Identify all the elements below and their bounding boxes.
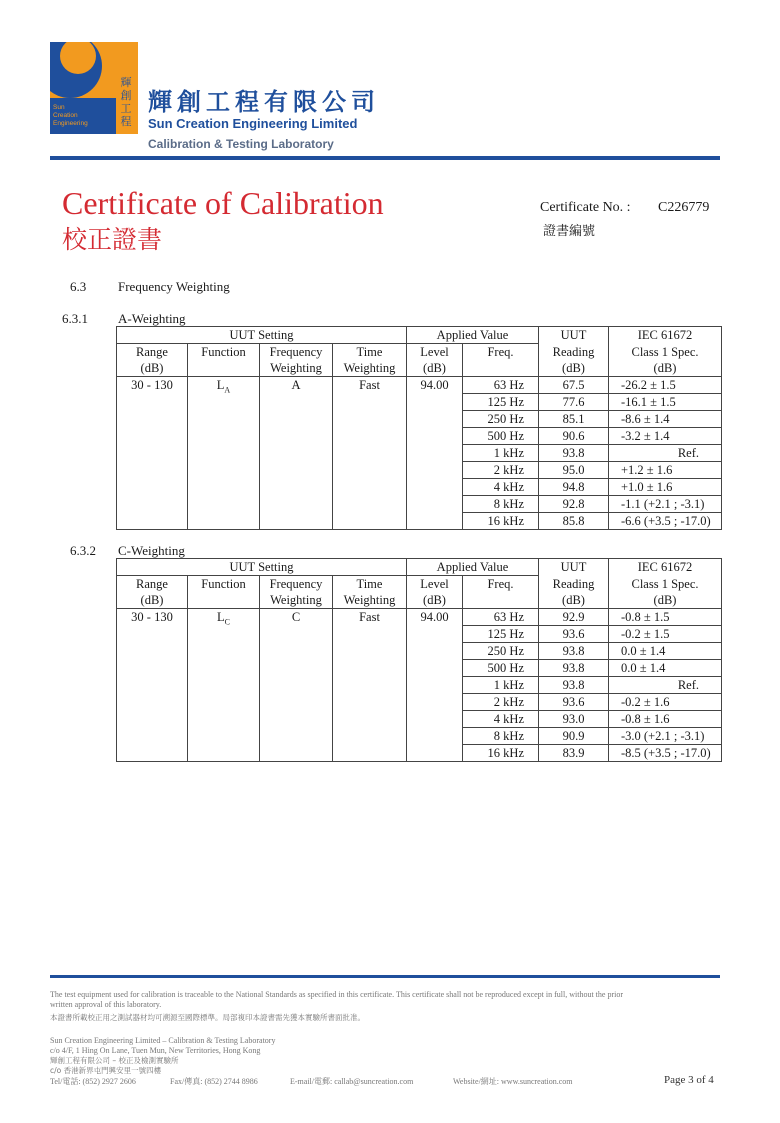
- reading-cell: 90.9: [539, 728, 609, 745]
- header-time-weighting: Time Weighting: [333, 344, 407, 377]
- time-weighting-cell: Fast: [333, 377, 407, 530]
- logo-chinese-mark: 輝 創 工 程: [120, 76, 132, 128]
- header-applied-value: Applied Value: [407, 559, 539, 576]
- header-time-weighting: Time Weighting: [333, 576, 407, 609]
- spec-cell: 0.0 ± 1.4: [609, 660, 722, 677]
- freq-cell: 63 Hz: [463, 377, 539, 394]
- subsection-title: C-Weighting: [118, 543, 185, 558]
- function-cell: $L_C$: [188, 609, 260, 762]
- lab-name: Calibration & Testing Laboratory: [148, 137, 334, 151]
- freq-cell: 1 kHz: [463, 677, 539, 694]
- header-reading: Reading (dB): [539, 576, 609, 609]
- reading-cell: 94.8: [539, 479, 609, 496]
- function-cell: $L_A$: [188, 377, 260, 530]
- header-function: Function: [188, 576, 260, 609]
- spec-cell: +1.2 ± 1.6: [609, 462, 722, 479]
- header-range: Range (dB): [117, 576, 188, 609]
- frequency-weighting-cell: A: [260, 377, 333, 530]
- header-class-spec: Class 1 Spec. (dB): [609, 576, 722, 609]
- certificate-number-label: Certificate No. :: [540, 200, 631, 215]
- table-row: [117, 377, 722, 394]
- certificate-number-label-chinese: 證書編號: [543, 224, 596, 239]
- certificate-title: Certificate of Calibration: [62, 185, 384, 221]
- logo-wordmark: Sun Creation Engineering: [53, 104, 88, 127]
- reading-cell: 90.6: [539, 428, 609, 445]
- reading-cell: 93.8: [539, 677, 609, 694]
- freq-cell: 250 Hz: [463, 643, 539, 660]
- header-class-spec: Class 1 Spec. (dB): [609, 344, 722, 377]
- certificate-title-chinese: 校正證書: [62, 225, 163, 254]
- header-iec: IEC 61672: [609, 327, 722, 344]
- spec-cell: 0.0 ± 1.4: [609, 643, 722, 660]
- c-weighting-table: [116, 558, 722, 762]
- spec-cell: -1.1 (+2.1 ; -3.1): [609, 496, 722, 513]
- header-freq: Freq.: [463, 344, 539, 377]
- reading-cell: 92.8: [539, 496, 609, 513]
- certificate-number: C226779: [658, 200, 710, 215]
- company-name-chinese: 輝創工程有限公司: [148, 88, 380, 116]
- spec-cell: -0.8 ± 1.5: [609, 609, 722, 626]
- freq-cell: 4 kHz: [463, 479, 539, 496]
- reading-cell: 93.8: [539, 445, 609, 462]
- reading-cell: 83.9: [539, 745, 609, 762]
- reading-cell: 93.8: [539, 660, 609, 677]
- header-freq: Freq.: [463, 576, 539, 609]
- spec-cell: Ref.: [609, 677, 722, 694]
- tel: Tel/電話: (852) 2927 2606: [50, 1077, 136, 1086]
- email: E-mail/電郵: callab@suncreation.com: [290, 1077, 414, 1086]
- freq-cell: 8 kHz: [463, 496, 539, 513]
- header-iec: IEC 61672: [609, 559, 722, 576]
- header-range: Range (dB): [117, 344, 188, 377]
- freq-cell: 250 Hz: [463, 411, 539, 428]
- time-weighting-cell: Fast: [333, 609, 407, 762]
- spec-cell: -3.0 (+2.1 ; -3.1): [609, 728, 722, 745]
- table-row: [117, 609, 722, 626]
- subsection-number: 6.3.1: [62, 311, 88, 326]
- spec-cell: -26.2 ± 1.5: [609, 377, 722, 394]
- frequency-weighting-cell: C: [260, 609, 333, 762]
- header-level: Level (dB): [407, 344, 463, 377]
- fax: Fax/傳真: (852) 2744 8986: [170, 1077, 258, 1086]
- section-number: 6.3: [70, 279, 87, 294]
- freq-cell: 125 Hz: [463, 394, 539, 411]
- header-function: Function: [188, 344, 260, 377]
- spec-cell: -16.1 ± 1.5: [609, 394, 722, 411]
- spec-cell: -0.2 ± 1.5: [609, 626, 722, 643]
- reading-cell: 85.1: [539, 411, 609, 428]
- freq-cell: 2 kHz: [463, 694, 539, 711]
- company-name-english: Sun Creation Engineering Limited: [148, 116, 358, 131]
- header-uut: UUT: [539, 559, 609, 576]
- header-reading: Reading (dB): [539, 344, 609, 377]
- reading-cell: 92.9: [539, 609, 609, 626]
- reading-cell: 93.6: [539, 626, 609, 643]
- spec-cell: -8.6 ± 1.4: [609, 411, 722, 428]
- range-cell: 30 - 130: [117, 609, 188, 762]
- freq-cell: 125 Hz: [463, 626, 539, 643]
- header-uut: UUT: [539, 327, 609, 344]
- freq-cell: 63 Hz: [463, 609, 539, 626]
- footer-divider: [50, 975, 720, 978]
- reading-cell: 93.6: [539, 694, 609, 711]
- spec-cell: +1.0 ± 1.6: [609, 479, 722, 496]
- reading-cell: 85.8: [539, 513, 609, 530]
- spec-cell: -0.2 ± 1.6: [609, 694, 722, 711]
- freq-cell: 2 kHz: [463, 462, 539, 479]
- spec-cell: Ref.: [609, 445, 722, 462]
- freq-cell: 8 kHz: [463, 728, 539, 745]
- header-frequency-weighting: Frequency Weighting: [260, 576, 333, 609]
- reading-cell: 77.6: [539, 394, 609, 411]
- header-divider: [50, 156, 720, 160]
- subsection-number: 6.3.2: [70, 543, 96, 558]
- range-cell: 30 - 130: [117, 377, 188, 530]
- reading-cell: 93.0: [539, 711, 609, 728]
- header-frequency-weighting: Frequency Weighting: [260, 344, 333, 377]
- freq-cell: 16 kHz: [463, 745, 539, 762]
- freq-cell: 500 Hz: [463, 660, 539, 677]
- subsection-title: A-Weighting: [118, 311, 186, 326]
- reading-cell: 93.8: [539, 643, 609, 660]
- freq-cell: 4 kHz: [463, 711, 539, 728]
- spec-cell: -0.8 ± 1.6: [609, 711, 722, 728]
- freq-cell: 500 Hz: [463, 428, 539, 445]
- traceability-statement: The test equipment used for calibration is traceable to the National Standards as specified in this certificate. This certificate shall not be reproduced except in full, without the prior written approval of this laboratory.: [50, 990, 623, 1009]
- freq-cell: 1 kHz: [463, 445, 539, 462]
- header-applied-value: Applied Value: [407, 327, 539, 344]
- header-uut-setting: UUT Setting: [117, 327, 407, 344]
- header-uut-setting: UUT Setting: [117, 559, 407, 576]
- spec-cell: -6.6 (+3.5 ; -17.0): [609, 513, 722, 530]
- spec-cell: -8.5 (+3.5 ; -17.0): [609, 745, 722, 762]
- website: Website/網址: www.suncreation.com: [453, 1077, 573, 1086]
- company-logo: [50, 42, 138, 134]
- section-title: Frequency Weighting: [118, 279, 230, 294]
- reading-cell: 95.0: [539, 462, 609, 479]
- reading-cell: 67.5: [539, 377, 609, 394]
- level-cell: 94.00: [407, 609, 463, 762]
- lab-address: Sun Creation Engineering Limited – Calibration & Testing Laboratory c/o 4/F, 1 Hing On Lane, Tuen Mun, New Territories, Hong Kong 輝創工程有限公司 – 校正及檢測實驗所 c/o 香港新界屯門興安里一號四樓: [50, 1036, 276, 1075]
- level-cell: 94.00: [407, 377, 463, 530]
- header-level: Level (dB): [407, 576, 463, 609]
- spec-cell: -3.2 ± 1.4: [609, 428, 722, 445]
- page-number: Page 3 of 4: [664, 1074, 714, 1086]
- a-weighting-table: [116, 326, 722, 530]
- traceability-statement-chinese: 本證書所載校正用之測試器材均可溯源至國際標準。局部複印本證書需先獲本實驗所書面批准。: [50, 1013, 365, 1022]
- freq-cell: 16 kHz: [463, 513, 539, 530]
